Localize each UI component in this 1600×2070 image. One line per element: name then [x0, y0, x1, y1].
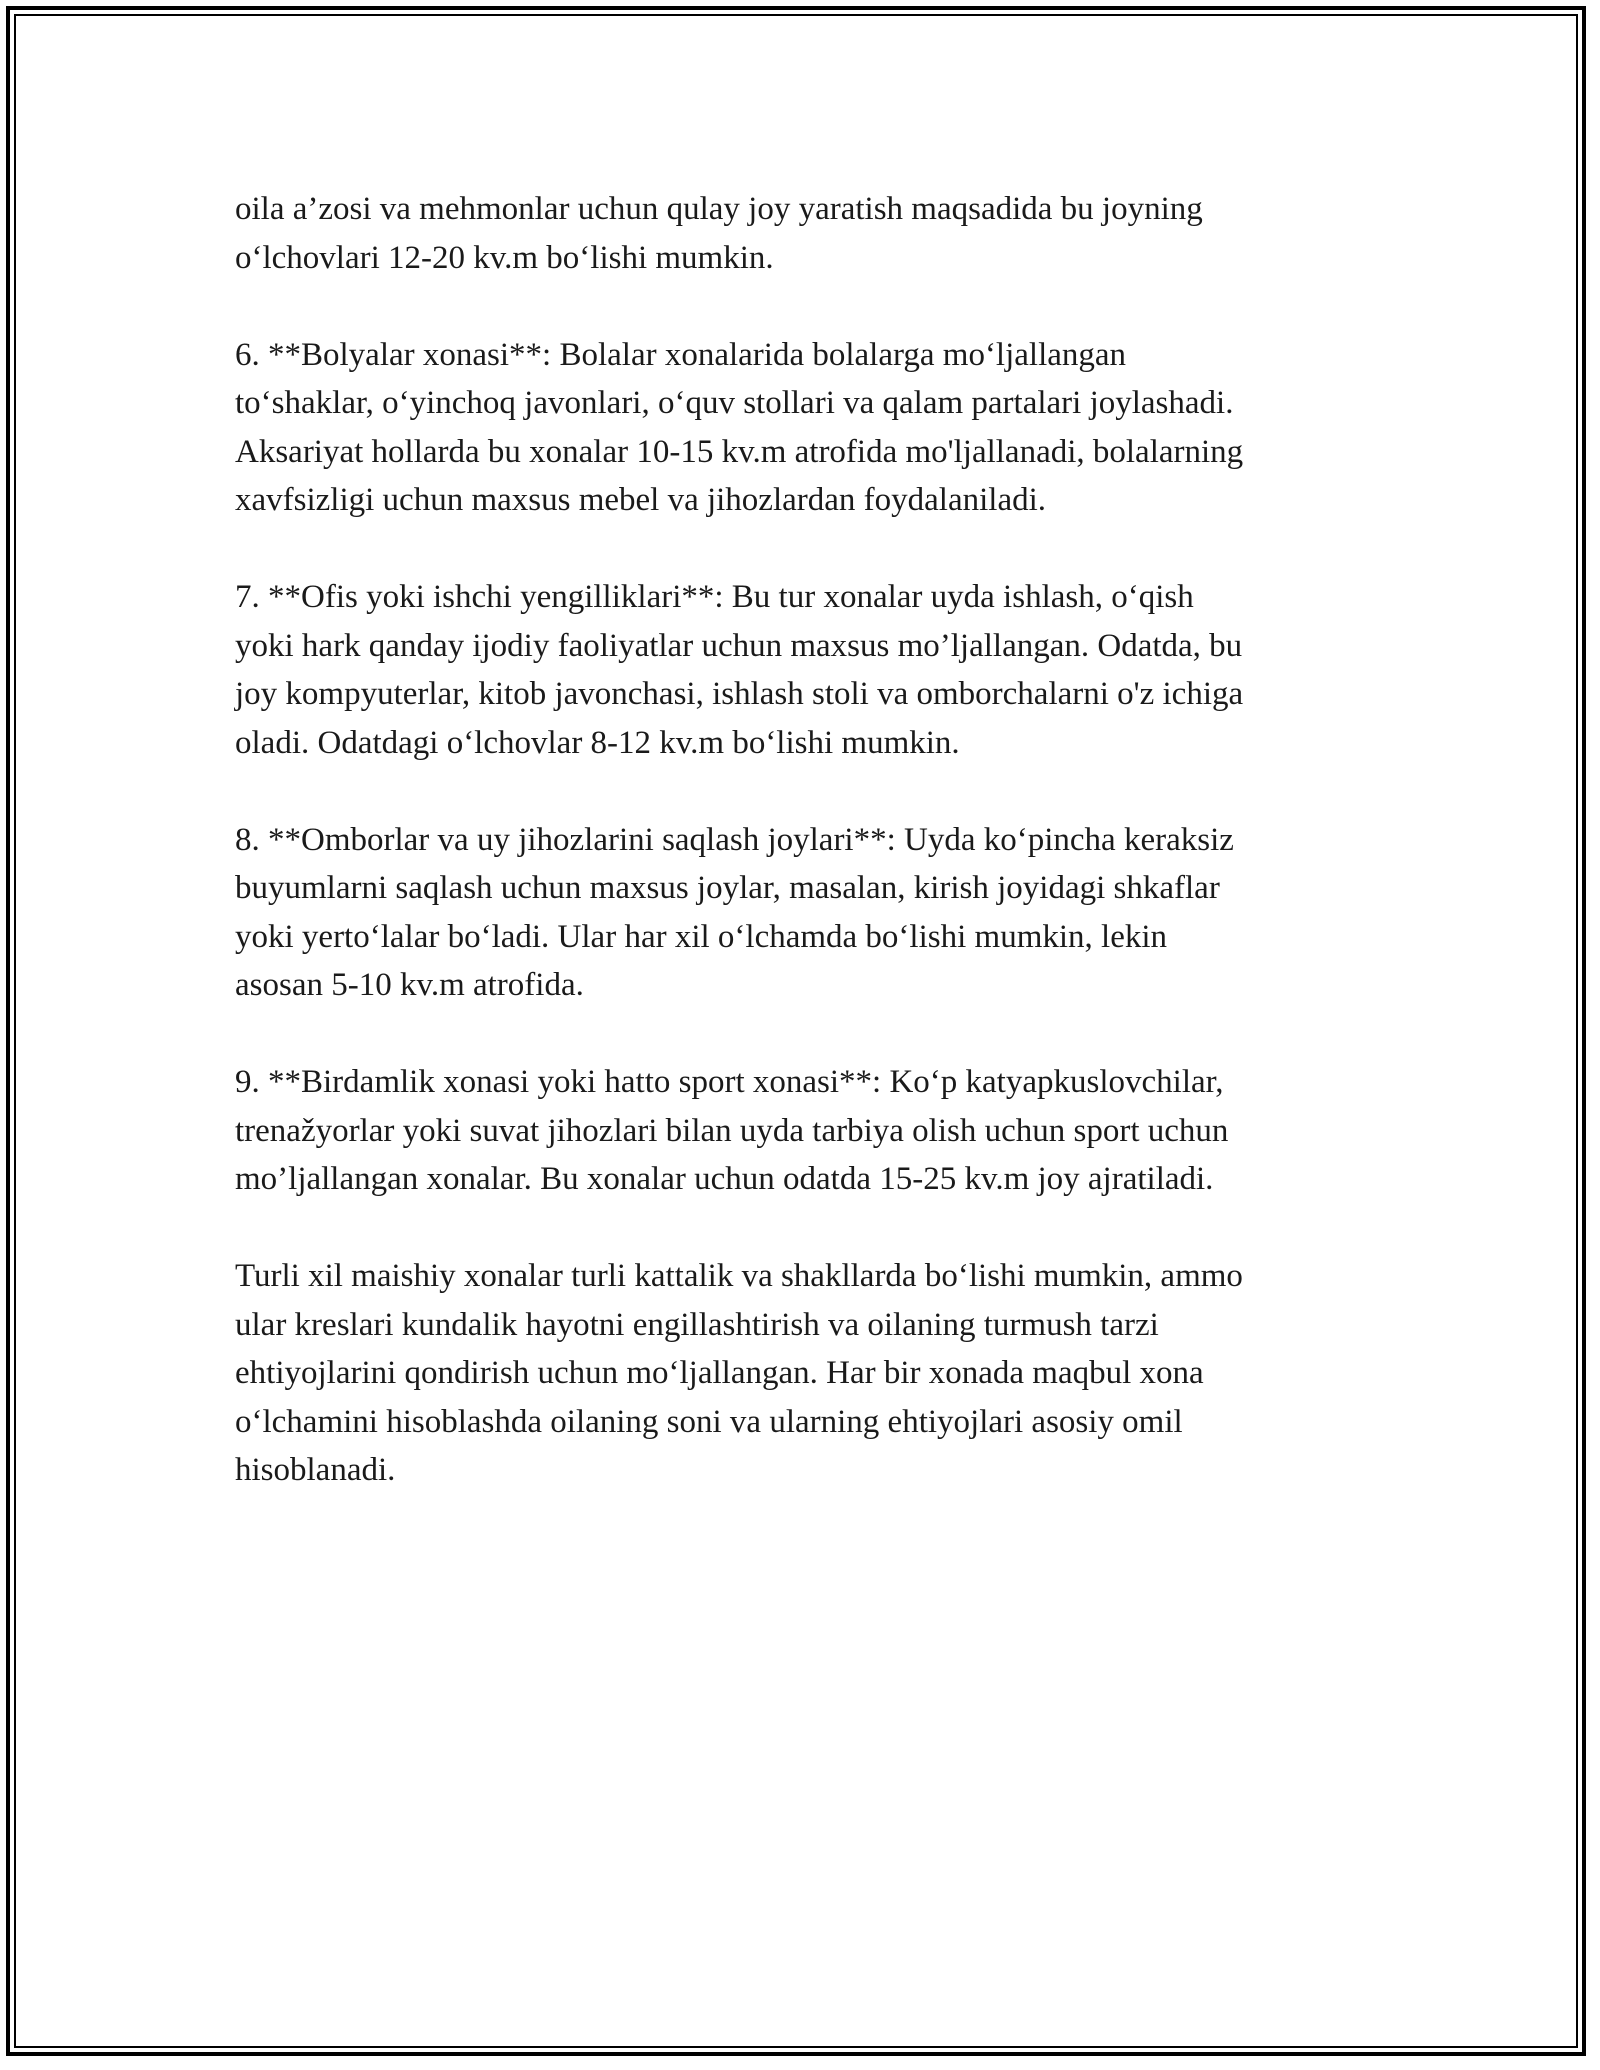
paragraph-item-7-office: 7. **Ofis yoki ishchi yengilliklari**: Bu tur xonalar uyda ishlash, o‘qish yoki hark qanday ijodiy faoliyatlar uchun maxsus mo’ljallangan. Odatda, bu joy kompyuterlar, kitob javonchasi, ishlash stoli va omborchalarni o'z ichiga oladi. Odatdagi o‘lchovlar 8-12 kv.m bo‘lishi mumkin.	[235, 579, 1244, 761]
document-body	[235, 185, 1375, 1543]
paragraph-conclusion: Turli xil maishiy xonalar turli kattalik va shakllarda bo‘lishi mumkin, ammo ular kreslari kundalik hayotni engillashtirish va oilaning turmush tarzi ehtiyojlarini qondirish uchun mo‘ljallangan. Har bir xonada maqbul xona o‘lchamini hisoblashda oilaning soni va ularning ehtiyojlari asosiy omil hisoblanadi.	[235, 1258, 1243, 1488]
paragraph-item-8-storage: 8. **Omborlar va uy jihozlarini saqlash joylari**: Uyda ko‘pincha keraksiz buyumlarni saqlash uchun maxsus joylar, masalan, kirish joyidagi shkaflar yoki yerto‘lalar bo‘ladi. Ular har xil o‘lchamda bo‘lishi mumkin, lekin asosan 5-10 kv.m atrofida.	[235, 821, 1234, 1003]
paragraph-intro-continuation: oila a’zosi va mehmonlar uchun qulay joy yaratish maqsadida bu joyning o‘lchovlari 12-20 kv.m bo‘lishi mumkin.	[235, 191, 1203, 276]
paragraph-item-9-sport-room: 9. **Birdamlik xonasi yoki hatto sport xonasi**: Ko‘p katyapkuslovchilar, trenažyorlar yoki suvat jihozlari bilan uyda tarbiya olish uchun sport uchun mo’ljallangan xonalar. Bu xonalar uchun odatda 15-25 kv.m joy ajratiladi.	[235, 1064, 1229, 1197]
paragraph-item-6-childrens-room: 6. **Bolyalar xonasi**: Bolalar xonalarida bolalarga mo‘ljallangan to‘shaklar, o‘yinchoq javonlari, o‘quv stollari va qalam partalari joylashadi. Aksariyat hollarda bu xonalar 10-15 kv.m atrofida mo'ljallanadi, bolalarning xavfsizligi uchun maxsus mebel va jihozlardan foydalaniladi.	[235, 336, 1244, 518]
